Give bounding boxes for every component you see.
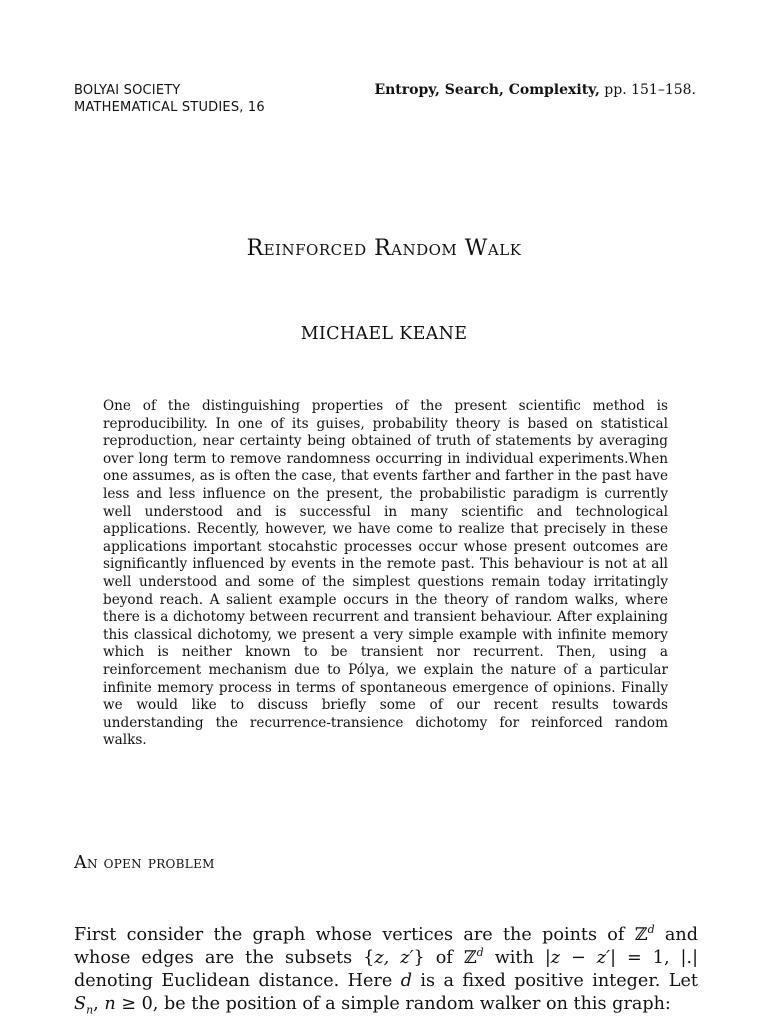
edge-vertices: z, z′ xyxy=(374,948,414,968)
body-text-7: ≥ 0, be the position of a simple random walker on this graph: xyxy=(115,994,671,1014)
walker-subscript: n xyxy=(86,1003,94,1017)
dimension-superscript-2: d xyxy=(476,946,484,960)
abstract: One of the distinguishing properties of the present scientific method is reproducibility. In one of its guises, probability theory is based on statistical reproduction, near certainty being obtained of truth of statements by averaging over long term to remove randomness occurring in individual experiments.When one assumes, as is often the case, that events farther and farther in the past have less and less influence on the present, the probabilistic paradigm is currently well understood and is successful in many scientific and technological applications. Recently, however, we have come to realize that precisely in these applications important stocahstic processes occur whose present outcomes are significantly influenced by events in the remote past. This behaviour is not at all well understood and some of the simplest questions remain today irritatingly beyond reach. A salient example occurs in the theory of random walks, where there is a dichotomy between recurrent and transient behaviour. After explaining this classical dichotomy, we present a very simple example with infinite memory which is neither known to be transient nor recurrent. Then, using a reinforcement mechanism due to Pólya, we explain the nature of a particular infinite memory process in terms of spontaneous emergence of opinions. Finally we would like to discuss briefly some of our recent results towards understanding the recurrence-transience dichotomy for reinforced random walks. xyxy=(103,398,668,749)
body-text-1: First consider the graph whose vertices are the points of xyxy=(74,925,635,945)
dimension-superscript: d xyxy=(647,923,655,937)
body-text-2: and whose edges are the subsets { xyxy=(74,925,698,968)
book-title: Entropy, Search, Complexity, xyxy=(374,82,600,98)
paper-title: Reinforced Random Walk xyxy=(246,236,522,261)
integer-lattice-symbol-2: ℤ xyxy=(463,948,477,968)
integer-lattice-symbol: ℤ xyxy=(634,925,648,945)
series-volume: MATHEMATICAL STUDIES, 16 xyxy=(74,100,265,115)
index-variable: n xyxy=(104,994,116,1014)
series-info xyxy=(74,82,265,116)
body-text-4: with | xyxy=(483,948,551,968)
paper-author: MICHAEL KEANE xyxy=(300,324,468,344)
body-text-6: is a fixed positive integer. Let xyxy=(411,971,698,991)
page-range: pp. 151–158. xyxy=(604,82,696,98)
series-name: BOLYAI SOCIETY xyxy=(74,83,181,98)
distance-expression: z − z′ xyxy=(550,948,611,968)
body-text-3: } of xyxy=(413,948,464,968)
book-citation xyxy=(374,82,696,99)
walker-symbol: S xyxy=(74,994,87,1014)
section-heading: An open problem xyxy=(74,853,215,873)
body-text-5: | = 1, |.| denoting Euclidean distance. Here xyxy=(74,948,699,991)
dimension-variable: d xyxy=(400,971,412,991)
body-paragraph: First consider the graph whose vertices are the points of ℤ$^d$ and whose edges are the subsets {z, z′} of ℤ$^d$ with |z − z′| = 1, |.| denoting Euclidean distance. Here d is a fixed positive integer. Let $S_n$, n ≥ 0, be the position of a simple random walker on this graph: xyxy=(74,923,699,1017)
